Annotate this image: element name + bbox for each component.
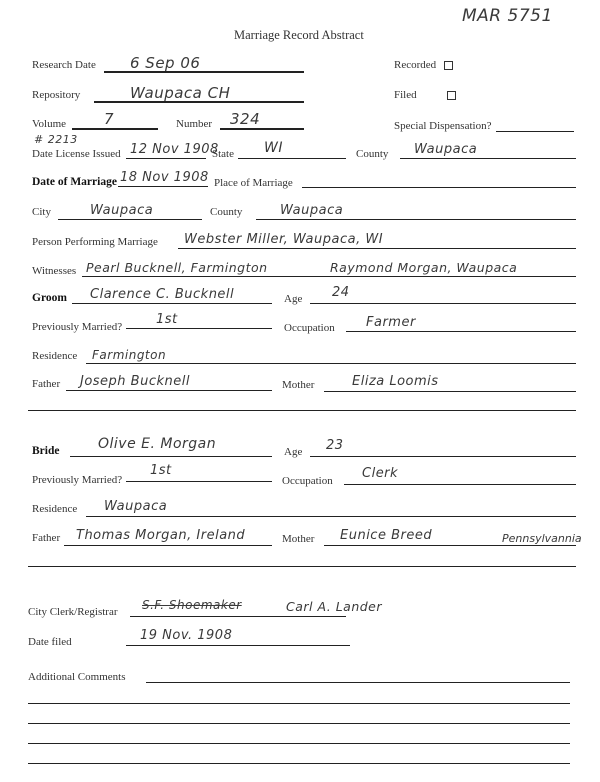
recorded-label: Recorded [394, 59, 453, 71]
groom-occupation-line [346, 331, 576, 332]
place-county-label: County [210, 206, 243, 218]
bride-occupation-label: Occupation [282, 475, 333, 487]
bride-prev-married-label: Previously Married? [32, 474, 123, 486]
license-number[interactable]: # 2213 [34, 133, 78, 146]
bride-occupation-value[interactable]: Clerk [362, 466, 399, 481]
bride-residence-value[interactable]: Waupaca [104, 499, 168, 514]
groom-father-value[interactable]: Joseph Bucknell [80, 374, 190, 389]
date-license-label: Date License Issued [32, 148, 121, 160]
place-of-marriage-line [302, 187, 576, 188]
witness-1-value[interactable]: Pearl Bucknell, Farmington [86, 260, 268, 275]
place-county-line [256, 219, 576, 220]
groom-mother-value[interactable]: Eliza Loomis [352, 374, 439, 389]
filed-label: Filed [394, 89, 456, 101]
comments-line-2 [28, 703, 570, 704]
groom-name-line [72, 303, 272, 304]
state-value[interactable]: WI [264, 140, 283, 156]
bride-mother-value[interactable]: Eunice Breed [340, 528, 433, 543]
state-label: State [212, 148, 234, 160]
witnesses-label: Witnesses [32, 265, 77, 277]
clerk-struck-value[interactable]: S.F. Shoemaker [142, 598, 242, 612]
groom-occupation-label: Occupation [284, 322, 335, 334]
witness-2-value[interactable]: Raymond Morgan, Waupaca [330, 260, 518, 275]
person-performing-label: Person Performing Marriage [32, 236, 158, 248]
bride-prev-married-line [126, 481, 272, 482]
bride-name-line [70, 456, 272, 457]
repository-line [94, 101, 304, 103]
groom-father-line [66, 390, 272, 391]
bride-mother-label: Mother [282, 533, 315, 545]
bride-residence-label: Residence [32, 503, 78, 515]
groom-label: Groom [32, 292, 67, 304]
groom-age-label: Age [284, 293, 303, 305]
research-date-label: Research Date [32, 59, 96, 71]
groom-father-label: Father [32, 378, 61, 390]
county-line [400, 158, 576, 159]
repository-label: Repository [32, 89, 81, 101]
witnesses-line [82, 276, 576, 277]
bride-age-value[interactable]: 23 [326, 438, 344, 453]
bride-age-label: Age [284, 446, 303, 458]
filed-checkbox[interactable] [447, 91, 456, 100]
special-dispensation-line [496, 131, 574, 132]
bride-mother-line [324, 545, 576, 546]
city-value[interactable]: Waupaca [90, 203, 154, 218]
form-title: Marriage Record Abstract [234, 28, 364, 42]
recorded-checkbox[interactable] [444, 61, 453, 70]
groom-residence-value[interactable]: Farmington [92, 348, 167, 362]
date-of-marriage-line [118, 186, 208, 187]
city-clerk-label: City Clerk/Registrar [28, 606, 118, 618]
groom-mother-line [324, 391, 576, 392]
groom-prev-married-value[interactable]: 1st [156, 312, 178, 327]
volume-line [72, 128, 158, 130]
bride-occupation-line [344, 484, 576, 485]
bride-extra-line [28, 566, 576, 567]
groom-residence-label: Residence [32, 350, 78, 362]
county-value[interactable]: Waupaca [414, 142, 478, 157]
city-label: City [32, 206, 51, 218]
date-license-line [126, 158, 206, 159]
bride-father-line [64, 545, 272, 546]
county-label: County [356, 148, 389, 160]
groom-mother-label: Mother [282, 379, 315, 391]
groom-age-line [310, 303, 576, 304]
groom-prev-married-label: Previously Married? [32, 321, 123, 333]
volume-value[interactable]: 7 [104, 110, 115, 128]
bride-prev-married-value[interactable]: 1st [150, 463, 172, 478]
person-performing-value[interactable]: Webster Miller, Waupaca, WI [184, 232, 384, 247]
special-dispensation-label: Special Dispensation? [394, 120, 492, 132]
city-clerk-line [130, 616, 346, 617]
date-filed-line [126, 645, 350, 646]
repository-value[interactable]: Waupaca CH [130, 84, 231, 102]
groom-occupation-value[interactable]: Farmer [366, 315, 416, 330]
comments-line-5 [28, 763, 570, 764]
date-of-marriage-value[interactable]: 18 Nov 1908 [120, 170, 209, 185]
comments-line-3 [28, 723, 570, 724]
date-filed-label: Date filed [28, 636, 72, 648]
state-line [238, 158, 346, 159]
research-date-line [104, 71, 304, 73]
bride-label: Bride [32, 445, 60, 457]
record-id: MAR 5751 [462, 6, 553, 26]
research-date-value[interactable]: 6 Sep 06 [130, 54, 201, 72]
date-license-value[interactable]: 12 Nov 1908 [130, 142, 219, 157]
city-line [58, 219, 202, 220]
comments-line-4 [28, 743, 570, 744]
groom-residence-line [86, 363, 576, 364]
groom-age-value[interactable]: 24 [332, 285, 350, 300]
groom-name-value[interactable]: Clarence C. Bucknell [90, 287, 235, 302]
person-performing-line [178, 248, 576, 249]
date-filed-value[interactable]: 19 Nov. 1908 [140, 628, 233, 643]
bride-mother-origin-value[interactable]: Pennsylvannia [502, 532, 582, 545]
comments-line-1 [146, 682, 570, 683]
bride-residence-line [86, 516, 576, 517]
bride-age-line [310, 456, 576, 457]
date-of-marriage-label: Date of Marriage [32, 176, 117, 188]
place-county-value[interactable]: Waupaca [280, 203, 344, 218]
groom-extra-line [28, 410, 576, 411]
bride-father-value[interactable]: Thomas Morgan, Ireland [76, 528, 246, 543]
number-value[interactable]: 324 [230, 110, 261, 128]
place-of-marriage-label: Place of Marriage [214, 177, 293, 189]
number-label: Number [176, 118, 213, 130]
bride-father-label: Father [32, 532, 61, 544]
number-line [220, 128, 304, 130]
clerk-value[interactable]: Carl A. Lander [286, 599, 383, 614]
bride-name-value[interactable]: Olive E. Morgan [98, 436, 217, 452]
groom-prev-married-line [126, 328, 272, 329]
volume-label: Volume [32, 118, 67, 130]
additional-comments-label: Additional Comments [28, 671, 126, 683]
